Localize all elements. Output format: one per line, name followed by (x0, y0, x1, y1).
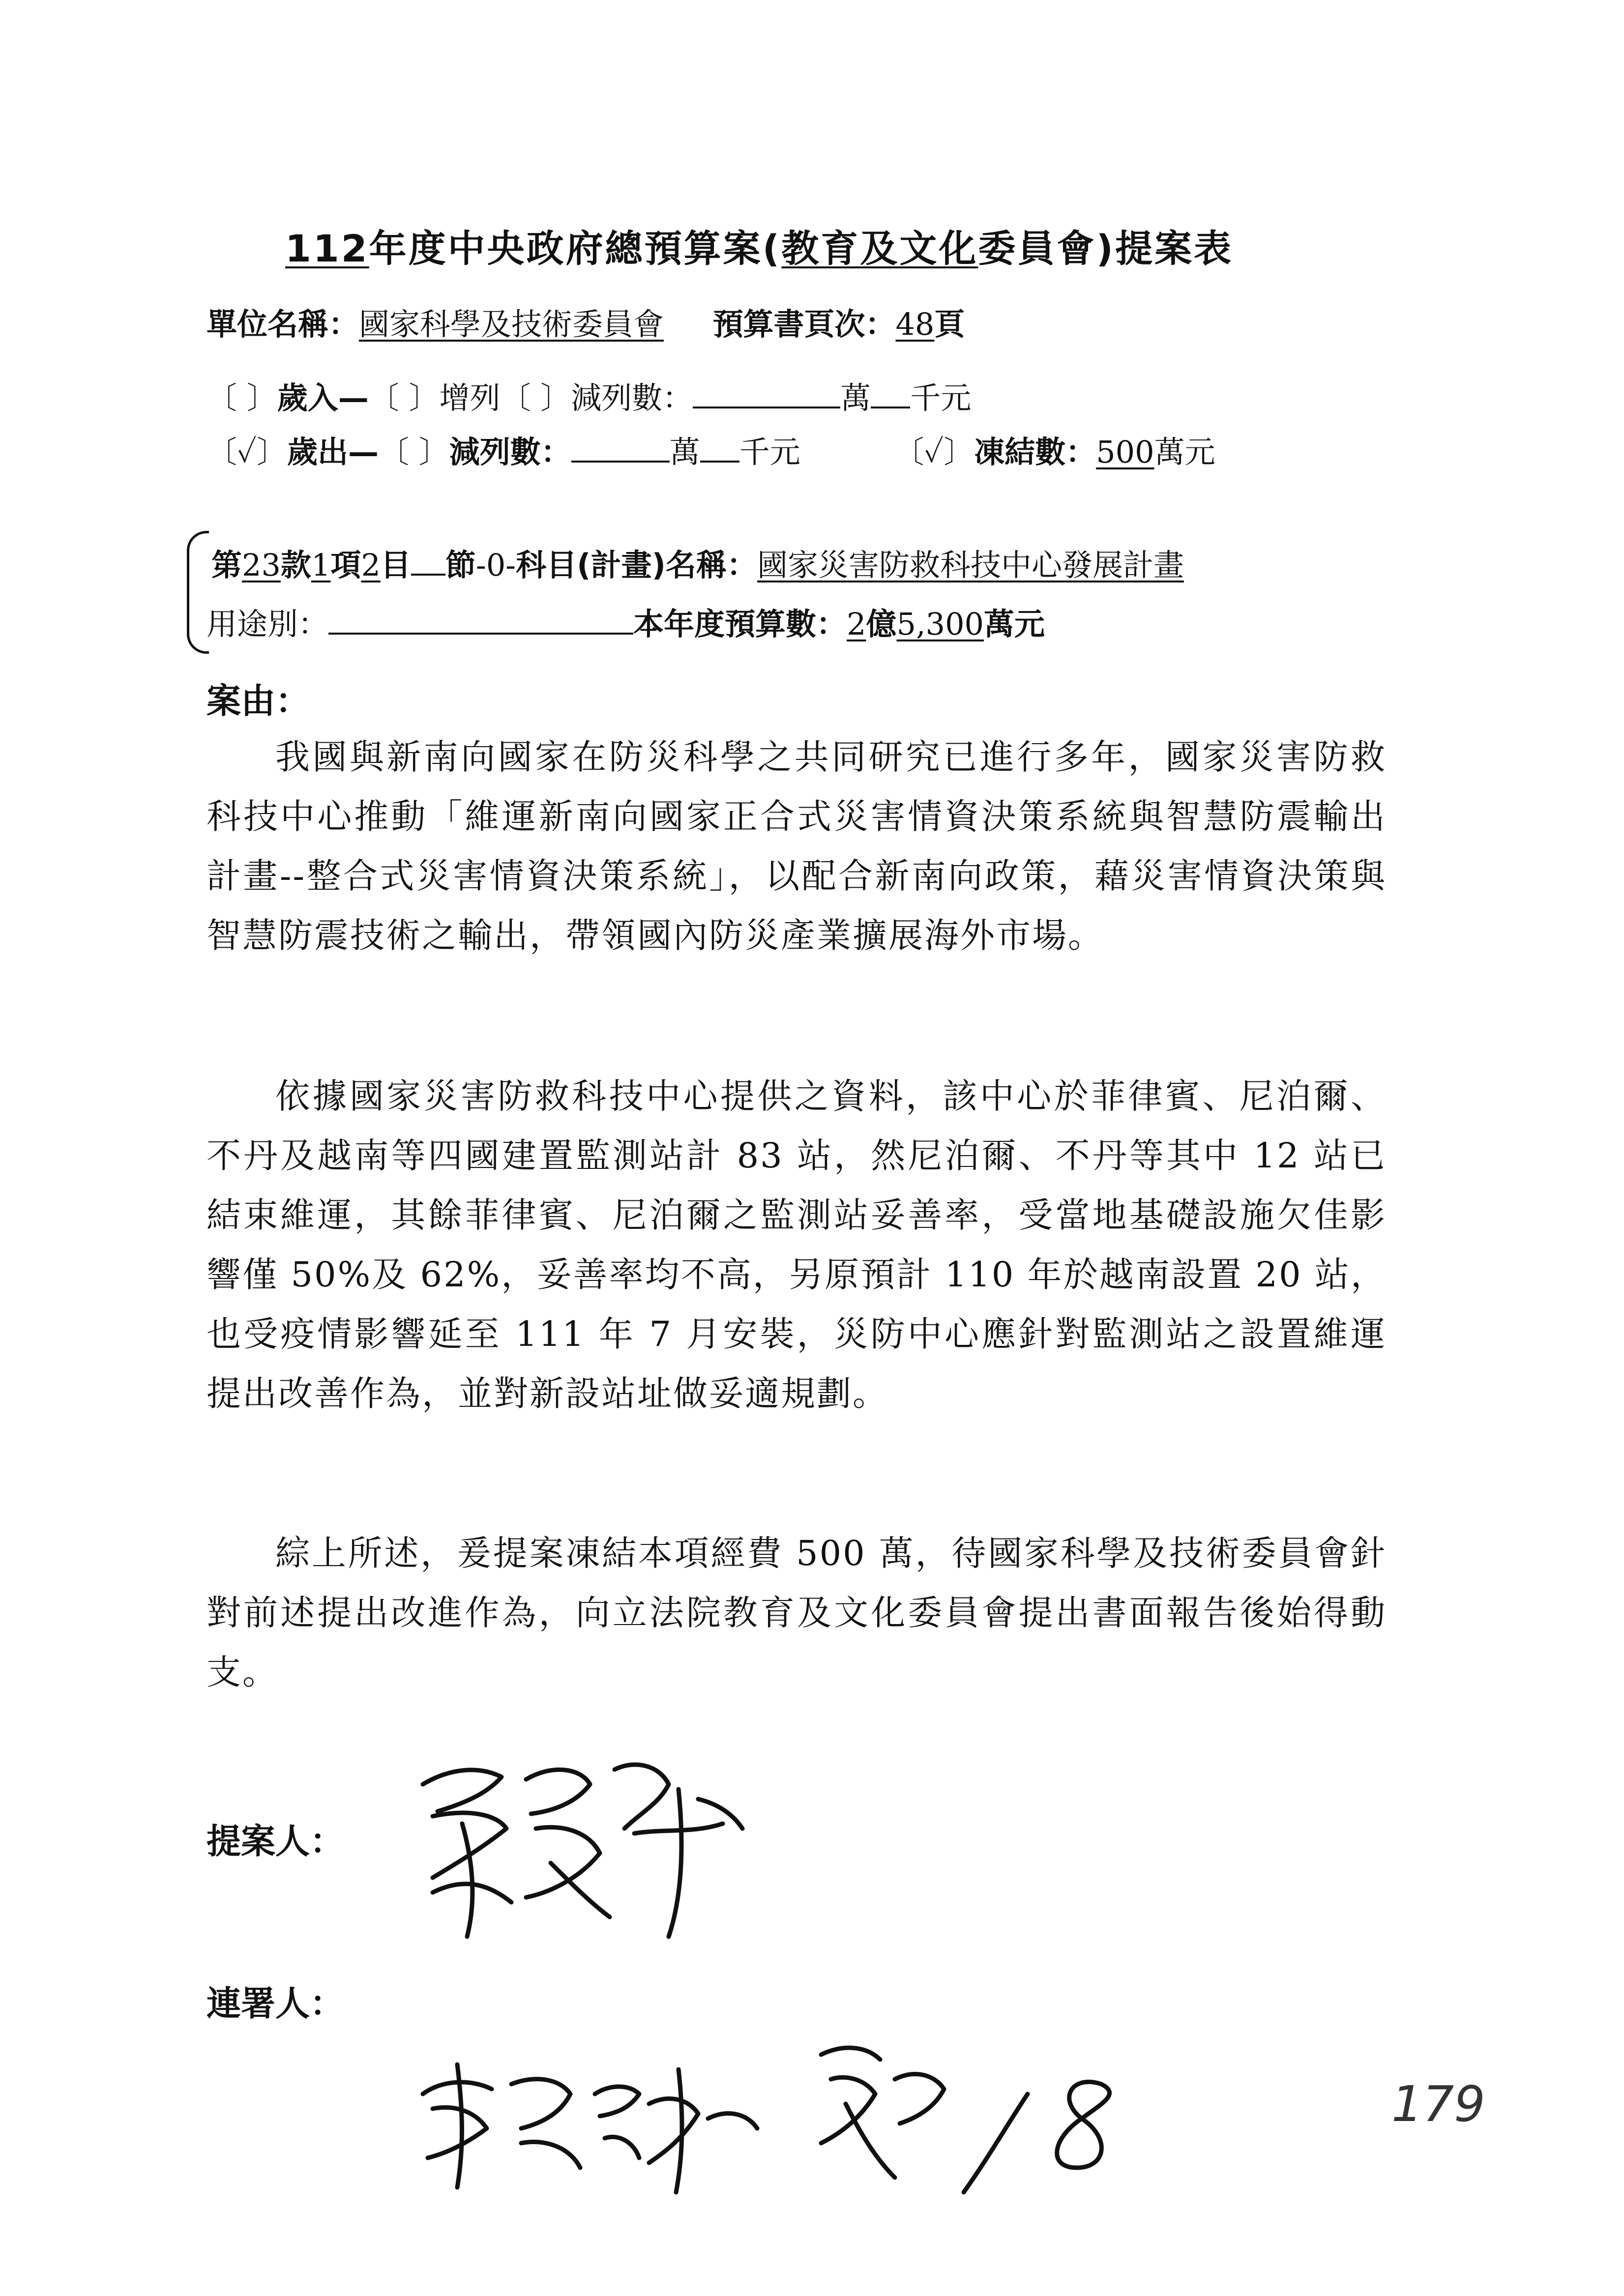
title-year: 112 (285, 227, 369, 270)
freeze-unit: 萬元 (1154, 434, 1215, 470)
freeze-checkbox: 〔✓〕 (893, 434, 974, 470)
use-blank (328, 602, 633, 635)
revenue-wan-blank (693, 376, 840, 408)
revenue-row (207, 374, 971, 417)
unit-row (207, 300, 965, 344)
expenditure-wan-label: 萬 (669, 434, 700, 470)
item-row (211, 541, 1184, 584)
expenditure-reduce-label: 減列數： (449, 434, 571, 470)
item-bracket (187, 531, 209, 654)
expenditure-qian-label: 千元 (739, 434, 800, 470)
revenue-reduce-checkbox: 〔 〕 (500, 380, 571, 416)
revenue-reduce-label: 減列數： (571, 380, 693, 416)
expenditure-label: 歲出— (287, 434, 379, 470)
proposer-signature (403, 1730, 757, 1947)
proposer-label: 提案人： (207, 1821, 344, 1861)
expenditure-qian-blank (700, 430, 739, 463)
revenue-label: 歲入— (277, 380, 369, 416)
item-jie-label: 節 (445, 547, 476, 583)
title-committee: 教育及文化 (781, 227, 978, 270)
item-xiang-label: 項 (330, 547, 361, 583)
item-di: 第 (211, 547, 242, 583)
item-mu: 2 (361, 547, 381, 583)
budget-yi: 2 (847, 606, 866, 642)
item-jie-blank (411, 543, 445, 576)
title-part2: 委員會)提案表 (978, 227, 1234, 270)
item-jie: -0- (475, 547, 516, 583)
revenue-wan-label: 萬 (840, 380, 871, 416)
expenditure-row (207, 428, 1215, 471)
expenditure-checkbox: 〔✓〕 (207, 434, 287, 470)
revenue-add-checkbox: 〔 〕 (368, 380, 440, 416)
page-number-handwritten (1387, 2064, 1495, 2138)
revenue-checkbox: 〔 〕 (207, 380, 277, 416)
reason-paragraph-1: 我國與新南向國家在防災科學之共同研究已進行多年，國家災害防救科技中心推動「維運新南向國家正合式災害情資決策系統與智慧防震輸出計畫--整合式災害情資決策系統」，以配合新南向政策，藉災害情資決策與智慧防震技術之輸出，帶領國內防災產業擴展海外市場。 (207, 737, 1387, 956)
budget-label: 本年度預算數： (633, 606, 847, 642)
freeze-label: 凍結數： (974, 434, 1096, 470)
title-part1: 年度中央政府總預算案( (369, 227, 782, 270)
item-mu-label: 目 (380, 547, 411, 583)
revenue-qian-blank (871, 376, 910, 408)
page-ref-value: 48 (895, 306, 935, 342)
item-name-label: 科目(計畫)名稱： (516, 547, 757, 583)
item-kuan: 23 (242, 547, 281, 583)
use-row (207, 600, 1045, 643)
revenue-qian-label: 千元 (910, 380, 972, 416)
reason-paragraph-3: 綜上所述，爰提案凍結本項經費 500 萬，待國家科學及技術委員會針對前述提出改進作為，向立法院教育及文化委員會提出書面報告後始得動支。 (207, 1533, 1387, 1692)
unit-value: 國家科學及技術委員會 (359, 306, 664, 342)
use-label: 用途別： (207, 606, 329, 642)
budget-wan-label: 萬元 (984, 606, 1045, 642)
item-name-value: 國家災害防救科技中心發展計畫 (757, 547, 1184, 583)
cosigner-label: 連署人： (207, 1983, 344, 2024)
revenue-add-label: 增列 (439, 380, 501, 416)
reason-paragraph-2: 依據國家災害防救科技中心提供之資料，該中心於菲律賓、尼泊爾、不丹及越南等四國建置監測站計 83 站，然尼泊爾、不丹等其中 12 站已結束維運，其餘菲律賓、尼泊爾之監測站妥善率，受當地基礎設施欠佳影響僅 50%及 62%，妥善率均不高，另原預計 110 年於越南設置 20 站，也受疫情影響延至 111 年 7 月安裝，災防中心應針對監測站之設置維運提出改善作為，並對新設站址做妥適規劃。 (207, 1076, 1387, 1414)
item-xiang: 1 (311, 547, 331, 583)
page-number-text: 179 (1391, 2075, 1485, 2133)
unit-label: 單位名稱： (207, 306, 359, 342)
form-title (285, 219, 1233, 272)
page-ref-label: 預算書頁次： (712, 306, 896, 342)
reason-heading: 案由： (207, 681, 310, 721)
cosigner-signatures (403, 1996, 1190, 2202)
item-kuan-label: 款 (280, 547, 311, 583)
budget-yi-label: 億 (866, 606, 897, 642)
freeze-value: 500 (1096, 434, 1154, 470)
budget-wan: 5,300 (896, 606, 984, 642)
expenditure-wan-blank (571, 430, 670, 463)
page-ref-suffix: 頁 (934, 306, 965, 342)
expenditure-reduce-checkbox: 〔 〕 (379, 434, 449, 470)
